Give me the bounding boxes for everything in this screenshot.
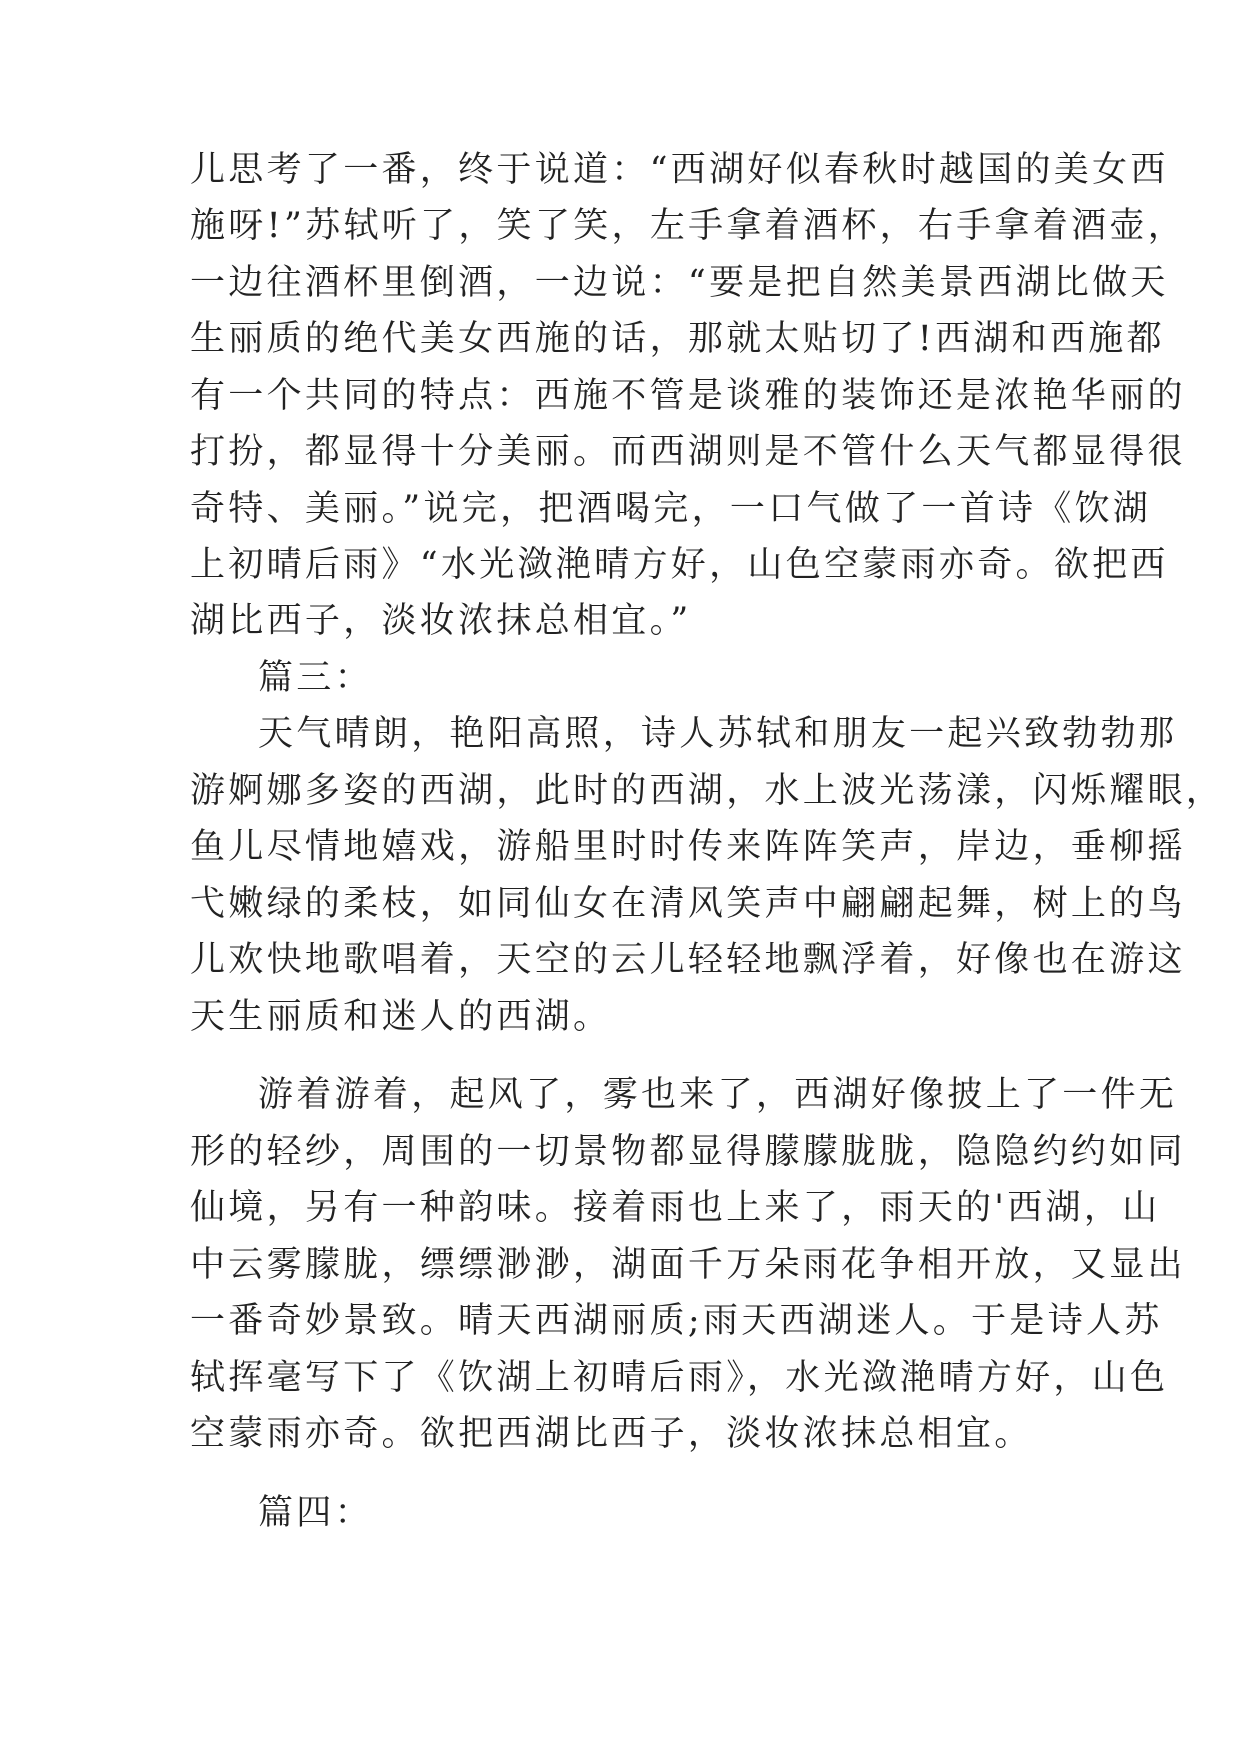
text-line: 打扮，都显得十分美丽。而西湖则是不管什么天气都显得很 — [190, 432, 1186, 472]
text-line: 奇特、美丽。”说完，把酒喝完，一口气做了一首诗《饮湖 — [190, 489, 1152, 529]
text-line: 弋嫩绿的柔枝，如同仙女在清风笑声中翩翩起舞，树上的鸟 — [190, 884, 1186, 924]
text-line: 空蒙雨亦奇。欲把西湖比西子，淡妆浓抹总相宜。 — [190, 1414, 1033, 1454]
text-line: 儿欢快地歌唱着，天空的云儿轻轻地飘浮着，好像也在游这 — [190, 940, 1186, 980]
text-line: 形的轻纱，周围的一切景物都显得朦朦胧胧，隐隐约约如同 — [190, 1132, 1186, 1172]
text-line: 湖比西子，淡妆浓抹总相宜。” — [190, 601, 692, 641]
text-line: 天生丽质和迷人的西湖。 — [190, 997, 612, 1037]
text-line: 一边往酒杯里倒酒，一边说：“要是把自然美景西湖比做天 — [190, 263, 1169, 303]
text-line: 上初晴后雨》“水光潋滟晴方好，山色空蒙雨亦奇。欲把西 — [190, 545, 1169, 585]
text-line: 生丽质的绝代美女西施的话，那就太贴切了!西湖和西施都 — [190, 319, 1165, 359]
text-line: 游着游着，起风了，雾也来了，西湖好像披上了一件无 — [258, 1075, 1178, 1115]
text-line: 轼挥毫写下了《饮湖上初晴后雨》，水光潋滟晴方好，山色 — [190, 1358, 1169, 1398]
section-heading: 篇四： — [258, 1493, 373, 1533]
text-line: 鱼儿尽情地嬉戏，游船里时时传来阵阵笑声，岸边，垂柳摇 — [190, 827, 1186, 867]
text-line: 游婀娜多姿的西湖，此时的西湖，水上波光荡漾，闪烁耀眼， — [190, 771, 1225, 811]
text-line: 一番奇妙景致。晴天西湖丽质;雨天西湖迷人。于是诗人苏 — [190, 1301, 1163, 1341]
text-line: 中云雾朦胧，缥缥渺渺，湖面千万朵雨花争相开放，又显出 — [190, 1245, 1186, 1285]
text-line: 仙境，另有一种韵味。接着雨也上来了，雨天的'西湖，山 — [190, 1188, 1161, 1228]
text-line: 有一个共同的特点：西施不管是谈雅的装饰还是浓艳华丽的 — [190, 376, 1186, 416]
section-heading: 篇三： — [258, 658, 373, 698]
text-line: 施呀!”苏轼听了，笑了笑，左手拿着酒杯，右手拿着酒壶， — [190, 206, 1187, 246]
text-line: 天气晴朗，艳阳高照，诗人苏轼和朋友一起兴致勃勃那 — [258, 714, 1178, 754]
text-line: 儿思考了一番，终于说道：“西湖好似春秋时越国的美女西 — [190, 150, 1169, 190]
